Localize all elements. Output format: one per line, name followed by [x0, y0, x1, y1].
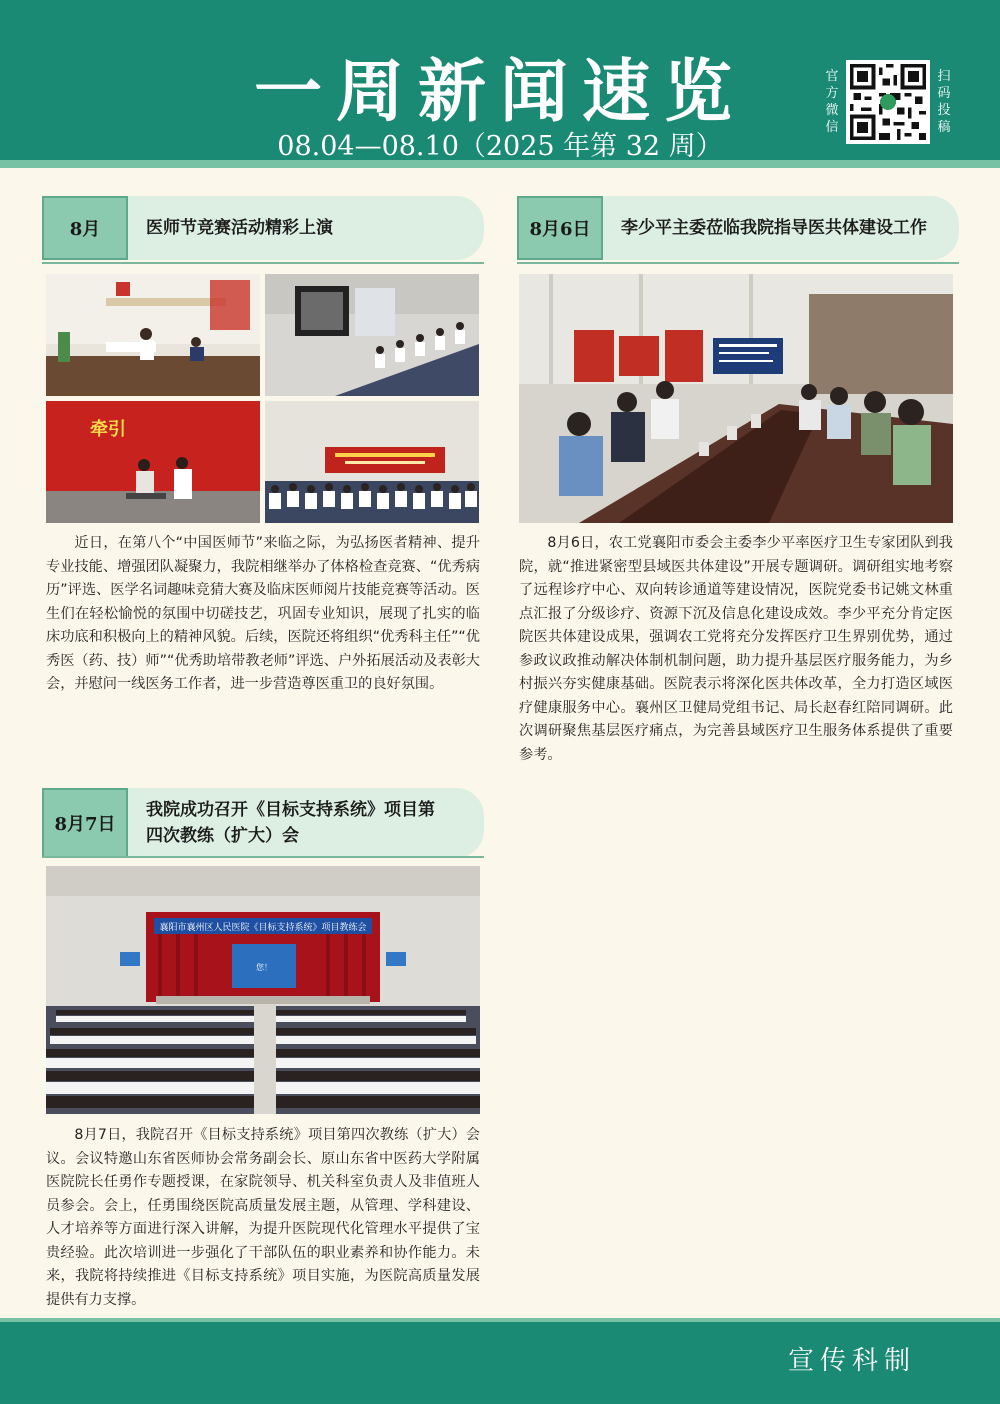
- section-1-photo-reading: [265, 274, 479, 396]
- section-3-title: [128, 788, 484, 858]
- qr-right-label: 扫码投稿: [937, 69, 951, 135]
- section-3-title-line2: 四次教练（扩大）会: [146, 826, 299, 846]
- section-3-date: 8月7日: [42, 788, 128, 858]
- qr-code[interactable]: [846, 60, 930, 144]
- section-1-heading: [42, 196, 484, 264]
- section-3-body: 8月7日，我院召开《目标支持系统》项目第四次教练（扩大）会议。会议特邀山东省医师协会常务副会长、原山东省中医药大学附属医院院长任勇作专题授课，在家院领导、机关科室负责人及非值班人员参会。会上，任勇围绕医院高质量发展主题，从管理、学科建设、人才培养等方面进行深入讲解，为提升医院现代化管理水平提供了宝贵经验。此次培训进一步强化了干部队伍的职业素养和协作能力。未来，我院将持续推进《目标支持系统》项目实施，为医院高质量发展提供有力支撑。: [46, 1127, 480, 1308]
- section-3-divider: [42, 856, 484, 858]
- section-1-photo-exam: [46, 274, 260, 396]
- section-1-banner-text: 牵引: [90, 419, 126, 440]
- section-2-heading: [517, 196, 959, 264]
- section-1-photo-audience: [265, 401, 479, 523]
- section-1-date: 8月: [42, 196, 128, 260]
- section-1-title: 医师节竞赛活动精彩上演: [128, 196, 484, 260]
- footer-credit: 宣传科制: [787, 1346, 916, 1376]
- section-2-date: 8月6日: [517, 196, 603, 260]
- section-3-photo-conference: [46, 866, 480, 1114]
- page-title: 一周新闻速览: [253, 53, 746, 132]
- section-2-photo-meeting: [519, 274, 953, 523]
- section-1-photo-traction: [46, 401, 260, 523]
- section-3-title-line1: 我院成功召开《目标支持系统》项目第: [146, 800, 435, 820]
- page-subtitle: 08.04—08.10（2025 年第 32 周）: [277, 131, 723, 162]
- section-3-heading: [42, 788, 484, 858]
- section-3-banner-text: 襄阳市襄州区人民医院《目标支持系统》项目教练会: [159, 923, 367, 933]
- section-1-body: 近日，在第八个“中国医师节”来临之际，为弘扬医者精神、提升专业技能、增强团队凝聚力，我院相继举办了体格检查竞赛、“优秀病历”评选、医学名词趣味竞猜大赛及临床医师阅片技能竞赛等活动。医生们在轻松愉悦的氛围中切磋技艺，巩固专业知识，展现了扎实的临床功底和积极向上的精神风貌。后续，医院还将组织“优秀科主任”“优秀医（药、技）师”“优秀助培带教老师”评选、户外拓展活动及表彰大会，并慰问一线医务工作者，进一步营造尊医重卫的良好氛围。: [46, 535, 480, 692]
- section-2-title: 李少平主委莅临我院指导医共体建设工作: [603, 196, 959, 260]
- qr-code-icon: [850, 64, 926, 140]
- qr-left-label: 官方微信: [825, 69, 839, 135]
- section-2-body: 8月6日，农工党襄阳市委会主委李少平率医疗卫生专家团队到我院，就“推进紧密型县域医共体建设”开展专题调研。调研组实地考察了远程诊疗中心、双向转诊通道等建设情况，医院党委书记姚文林重点汇报了分级诊疗、资源下沉及信息化建设成效。李少平充分肯定医院医共体建设成果，强调农工党将充分发挥医疗卫生界别优势，通过参政议政推动解决体制机制问题，助力提升基层医疗服务能力，为乡村振兴夯实健康基础。医院表示将深化医共体改革，全力打造区域医疗健康服务中心。襄州区卫健局党组书记、局长赵春红陪同调研。此次调研聚焦基层医疗痛点，为完善县域医疗卫生服务体系提供了重要参考。: [519, 535, 953, 763]
- section-3-screen-text: 您！: [256, 963, 272, 972]
- section-1-divider: [42, 262, 484, 264]
- section-2-divider: [517, 262, 959, 264]
